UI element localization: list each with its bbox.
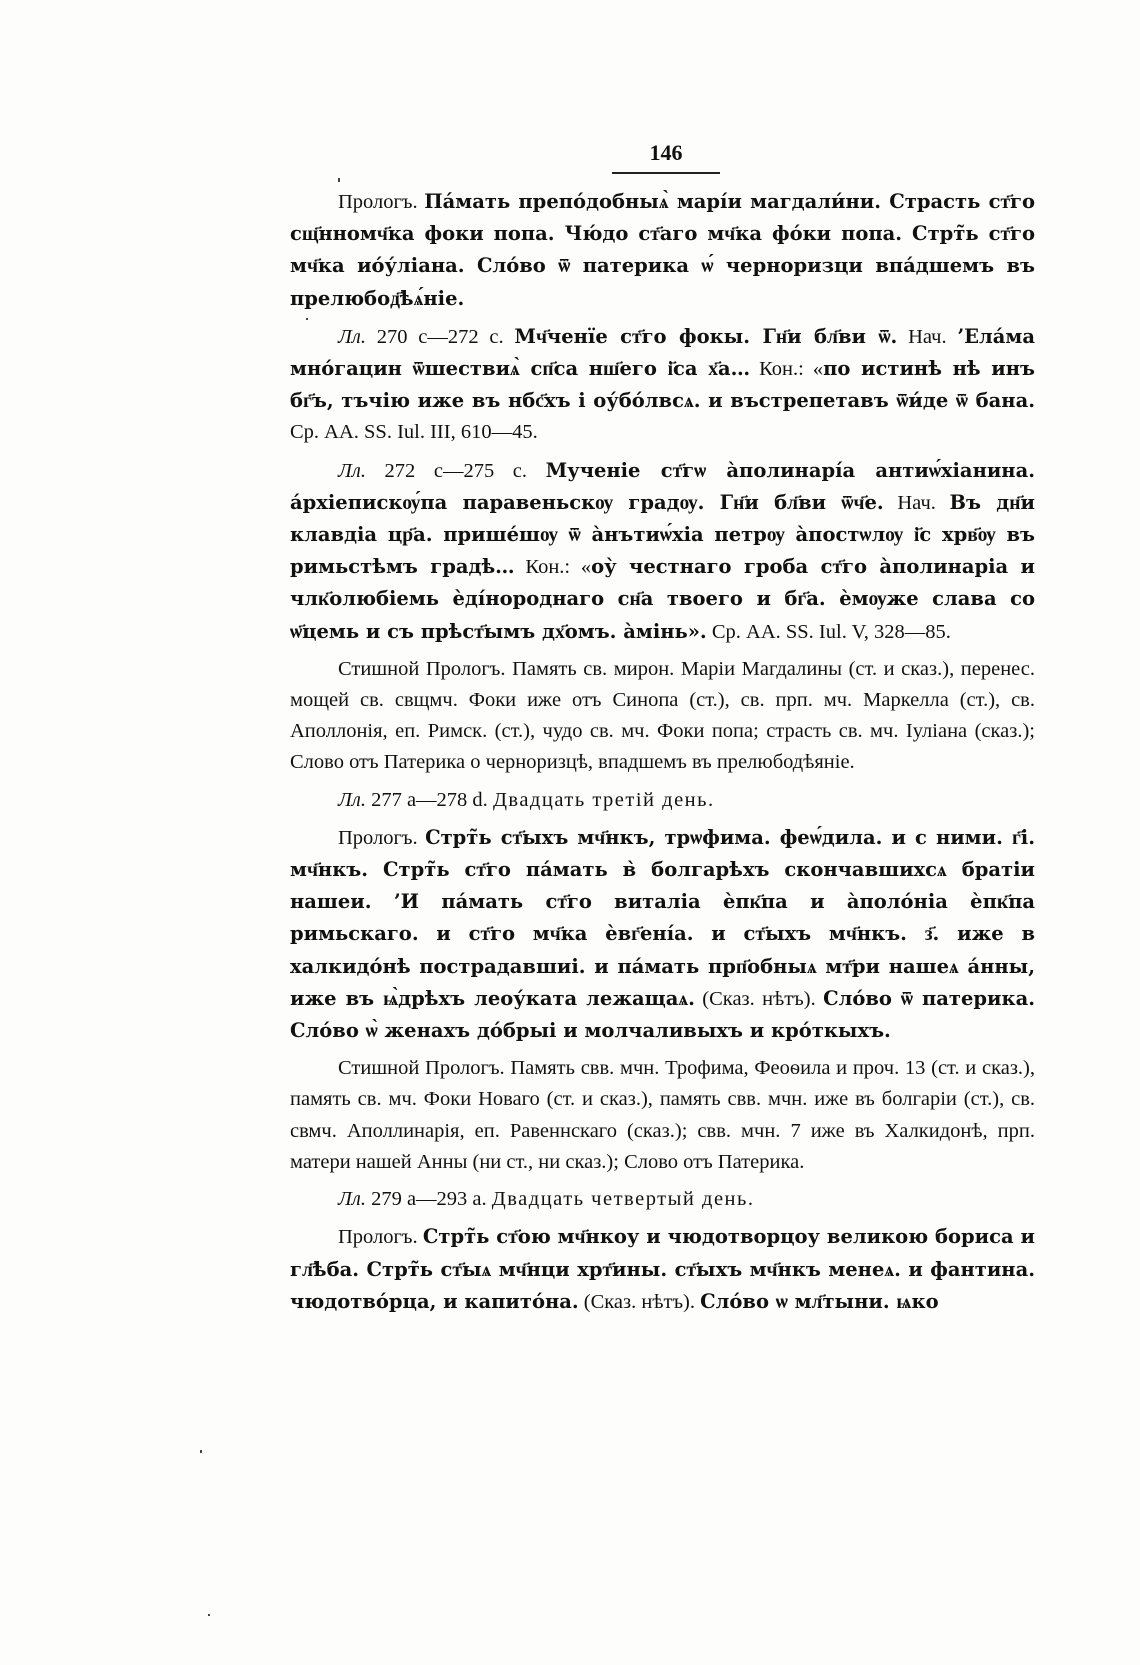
church-slavonic-explicit: оу̀ честнаго гроба ст҃го а̀полинаріа и члк҃олюбіемь ѐді́нороднаго сн҃а твоего и бг҃а. ѐмѹже слава со ѡ҃цемь и съ прѣст҃ымъ дх҃омъ. а̀мінь». xyxy=(290,555,1036,643)
leaf-abbreviation: Лл. xyxy=(338,1188,366,1211)
note-text: (Сказ. нѣтъ). xyxy=(694,987,824,1010)
note-text: (Сказ. нѣтъ). xyxy=(578,1290,701,1313)
reference-citation: Ср. AA. SS. Iul. V, 328—85. xyxy=(706,620,951,643)
prolog-label: Прологъ. xyxy=(338,191,425,213)
church-slavonic-incipit: Въ дн҃и клавдіа цр҃а. прише́шѹ ѿ а̀нътиѡ́хіа петрѹ а̀постѡлѹ і҃с хрв҃ѹ въ римьстѣмъ градѣ… xyxy=(290,490,1035,579)
church-slavonic-explicit: по истинѣ нѣ инъ бг҃ъ, тъчію иже въ нбс҃хъ і оу́бо́лвсѧ. и въстрепетавъ ѿи́де ѿ бана. xyxy=(290,357,1035,413)
paragraph-prolog-24 xyxy=(290,1221,1035,1318)
paragraph-prolog-22 xyxy=(290,186,1035,315)
page-body xyxy=(290,186,1035,1324)
church-slavonic-incipit: ’Ела́ма мно́гацин ѿшествиѧ̀ сп҃са нш҃его і҃са х҃а… xyxy=(290,324,1036,381)
church-slavonic-text: Стрт̃ь ст҃ою мч҃нкоу и чюдотворцоу великою бориса и гл҃ѣба. Стрт̃ь ст҃ыѧ мч҃нци хрт҃ины. ст҃ыхъ мч҃нкъ менеѧ. и фантина. чюдотво́рца, и капито́на. xyxy=(290,1225,1035,1313)
margin-mark xyxy=(200,1450,202,1453)
church-slavonic-text-2: Сло́во ѿ патерика. Сло́во ѡ̀ женахъ до́брыі и молчаливыхъ и кро́ткыхъ. xyxy=(290,986,1035,1043)
church-slavonic-text: Пáмать препо́добныѧ̀ марі́и магдали́ни. Страсть ст҃го сщ҃нномч҃ка фоки попа. Чю́до ст҃аго мч҃ка фо́ки попа. Стрт̃ь ст҃го мч҃ка ио́у́ліана. Сло́во ѿ патерика ѡ́ черноризци впа́дшемъ въ прелюбод҃ѣѧ́ніе. xyxy=(290,190,1035,310)
leaf-abbreviation: Лл. xyxy=(338,459,366,482)
church-slavonic-text-2: Сло́во ѡ мл҃тыни. ѩко xyxy=(700,1289,939,1313)
section-heading-23 xyxy=(290,785,1035,816)
leaf-range: 279 a—293 a. xyxy=(365,1188,492,1211)
leaf-range: 277 a—278 d. xyxy=(365,788,493,811)
paragraph-leaf-270 xyxy=(290,321,1035,449)
day-heading: Двадцать третій день. xyxy=(492,788,715,811)
explicit-label: Кон.: « xyxy=(514,556,592,579)
paragraph-stishnoi-prolog-23: Стишной Прологъ. Память свв. мчн. Трофима, Феоѳила и проч. 13 (ст. и сказ.), память св. мч. Фоки Новаго (ст. и сказ.), память свв. мчн. иже въ болгаріи (ст.), св. свмч. Аполлинарія, еп. Равеннскаго (сказ.); свв. мчн. 7 иже въ Халкидонѣ, прп. матери нашей Анны (ни ст., ни сказ.); Слово отъ Патерика. xyxy=(290,1057,1035,1173)
incipit-label: Нач. xyxy=(883,491,950,514)
prolog-label: Прологъ. xyxy=(338,1226,423,1249)
margin-mark xyxy=(306,318,308,320)
paragraph-leaf-272 xyxy=(290,455,1035,648)
margin-mark xyxy=(338,178,340,182)
prolog-label: Прологъ. xyxy=(338,826,426,849)
leaf-range: 272 c—275 c. xyxy=(365,459,546,482)
margin-mark xyxy=(208,1614,210,1616)
church-slavonic-text: Стрт̃ь ст҃ыхъ мч҃нкъ, трѡфима. феѡ́дила. и с ними. г҃і. мч҃нкъ. Стрт̃ь ст҃го па́мать в̀ болгарѣхъ скончавшихсѧ братіи нашеи. ’И па́мать ст҃го виталіа ѐпк҃па и а̀поло́ніа ѐпк҃па римьскаго. и ст҃го мч҃ка ѐвг҃ені́а. и ст҃ыхъ мч҃нкъ. з҃. иже в халкидо́нѣ пострадавшиі. и па́мать прп҃обныѧ мт҃ри нашеѧ а́нны, иже въ ѩ̀дрѣхъ леоу́ката лежащаѧ. xyxy=(290,825,1035,1010)
page-number: 146 xyxy=(612,140,720,174)
incipit-label: Нач. xyxy=(897,325,958,348)
paragraph-stishnoi-prolog-22: Стишной Прологъ. Память св. мирон. Маріи Магдалины (ст. и сказ.), перенес. мощей св. свщмч. Фоки иже отъ Синопа (ст.), св. прп. мч. Маркелла (ст.), св. Аполлонія, еп. Римск. (ст.), чудо св. мч. Фоки попа; страсть св. мч. Іуліана (сказ.); Слово отъ Патерика о черноризцѣ, впадшемъ въ прелюбодѣяніе. xyxy=(290,657,1035,774)
paragraph-prolog-23 xyxy=(290,822,1035,1047)
leaf-abbreviation: Лл. xyxy=(338,788,366,811)
church-slavonic-text: Мученіе ст҃гѡ а̀полинарі́а антиѡ́хіанина. а́рхіепискѹ́па паравеньскѹ градѹ. Гн҃и бл҃ви ѿч҃е. xyxy=(290,458,1035,514)
section-heading-24 xyxy=(290,1184,1035,1215)
leaf-range: 270 c—272 c. xyxy=(365,325,515,348)
reference-citation: Ср. AA. SS. Iul. III, 610—45. xyxy=(290,421,538,444)
church-slavonic-text: Мч҃ченїе ст҃го фокы. Гн҃и бл҃ви ѿ. xyxy=(514,324,898,348)
leaf-abbreviation: Лл. xyxy=(338,325,366,348)
explicit-label: Кон.: « xyxy=(750,358,824,381)
day-heading: Двадцать четвертый день. xyxy=(491,1188,755,1211)
